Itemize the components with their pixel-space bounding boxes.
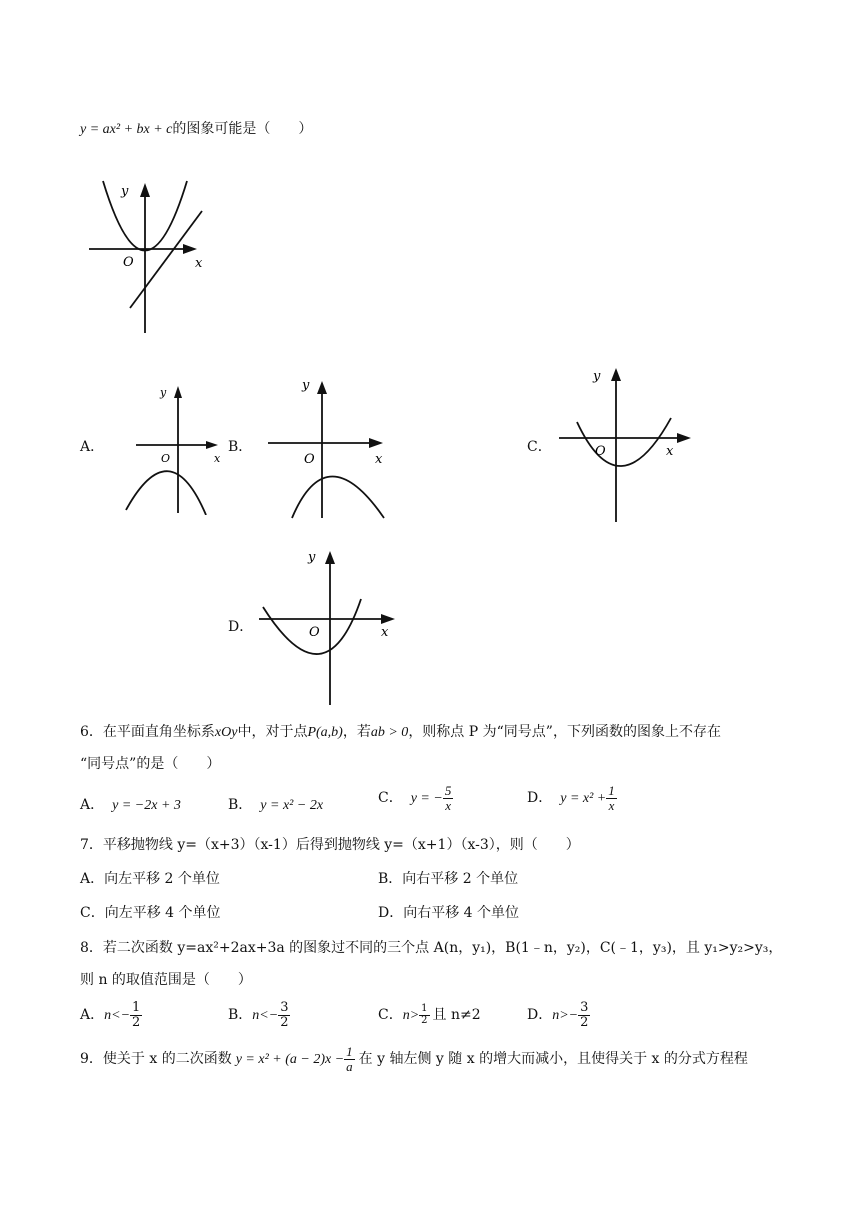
- q8-a-den: 2: [132, 1014, 141, 1030]
- q6-d-lhs: y = x² +: [560, 791, 607, 807]
- q7-option-b: B．向右平移 2 个单位: [378, 871, 519, 887]
- q5-option-a-label: A．: [80, 439, 105, 455]
- q8-a-fraction: [130, 1001, 142, 1029]
- q9-num: 1: [346, 1044, 353, 1059]
- q8-d-label: D．: [527, 1007, 553, 1024]
- q9-den: a: [346, 1058, 353, 1074]
- q8-b-den: 2: [280, 1014, 289, 1030]
- q5-tail-text: 的图象可能是（ ）: [172, 121, 313, 137]
- q6-d-label: D．: [527, 790, 553, 807]
- q8-option-a: [80, 1001, 142, 1029]
- q6-a-formula: y = −2x + 3: [112, 798, 181, 813]
- given-x-label: x: [195, 256, 203, 271]
- q8-b-fraction: [278, 1001, 290, 1029]
- a-x-label: x: [214, 452, 221, 465]
- c-o-label: O: [595, 444, 606, 459]
- q5-option-b-graph: [262, 375, 392, 520]
- q8-option-d: [527, 1001, 590, 1029]
- q8-c-fraction: [419, 1004, 429, 1026]
- q8-d-den: 2: [580, 1014, 589, 1030]
- q5-option-b-label: B．: [228, 439, 253, 455]
- q6-d-fraction: [606, 784, 617, 812]
- q6-text-b: 中，对于点: [237, 724, 308, 740]
- q5-formula: y = ax² + bx + c: [80, 122, 173, 137]
- q5-option-d-label: D．: [228, 619, 254, 635]
- q6-c-lhs: y = −: [410, 791, 443, 807]
- q9-formula: y = x² + (a − 2)x −: [235, 1052, 345, 1068]
- q8-d-fraction: [578, 1001, 590, 1029]
- q6-text-a: 6．在平面直角坐标系: [80, 724, 215, 740]
- q6-b-formula: y = x² − 2x: [260, 798, 324, 813]
- q6-b-label: B．: [228, 797, 253, 813]
- c-x-label: x: [666, 444, 674, 459]
- q5-option-a-graph: [120, 380, 230, 515]
- q5-option-c-label: C．: [527, 439, 552, 455]
- q6-option-a: [80, 794, 181, 814]
- b-x-label: x: [375, 452, 383, 467]
- q8-b-lhs: n<−: [252, 1008, 279, 1024]
- q6-stem-line1: [80, 721, 721, 741]
- d-x-label: x: [381, 625, 389, 640]
- q6-option-b: [228, 794, 323, 814]
- q8-a-num: 1: [132, 1000, 141, 1015]
- q7-option-d: D．向右平移 4 个单位: [378, 905, 520, 921]
- q6-c-num: 5: [444, 783, 452, 798]
- q5-stem: [80, 118, 312, 138]
- q8-stem: 8．若二次函数 y=ax²+2ax+3a 的图象过不同的三个点 A(n，y₁)，B(1﹣n，y₂)，C(﹣1，y₃)，且 y₁>y₂>y₃，: [80, 940, 783, 956]
- q6-c-den: x: [445, 797, 451, 813]
- q8-a-label: A．: [80, 1007, 105, 1024]
- q8-stem2: 则 n 的取值范围是（ ）: [80, 972, 252, 988]
- q7-option-a: A．向左平移 2 个单位: [80, 871, 220, 887]
- a-o-label: O: [161, 452, 171, 465]
- q5-option-d-graph: [255, 545, 400, 707]
- c-y-label: y: [593, 369, 601, 384]
- q6-xoy: xOy: [214, 725, 238, 740]
- q8-c-lhs: n>: [402, 1008, 420, 1023]
- q8-a-lhs: n<−: [104, 1008, 131, 1024]
- d-o-label: O: [309, 625, 320, 640]
- q6-d-num: 1: [608, 783, 615, 798]
- a-y-label: y: [160, 386, 167, 399]
- q6-option-c: [378, 784, 453, 812]
- q8-d-num: 3: [580, 1000, 589, 1015]
- given-y-label: y: [121, 184, 129, 199]
- q6-cond: ab > 0: [370, 725, 409, 740]
- given-o-label: O: [123, 255, 134, 270]
- q6-text-c: ，若: [342, 724, 371, 740]
- q6-c-label: C．: [378, 790, 403, 807]
- q9-post: 在 y 轴左侧 y 随 x 的增大而减小，且使得关于 x 的分式方程程: [358, 1051, 748, 1068]
- q7-stem: 7．平移抛物线 y=（x+3）（x-1）后得到抛物线 y=（x+1）（x-3），则（ ）: [80, 837, 580, 853]
- q6-a-label: A．: [80, 797, 105, 813]
- q6-text-d: ，则称点 P 为“同号点”，下列函数的图象上不存在: [408, 724, 721, 740]
- d-y-label: y: [308, 550, 316, 565]
- q8-b-num: 3: [280, 1000, 289, 1015]
- b-o-label: O: [304, 452, 315, 467]
- q6-d-den: x: [608, 797, 615, 813]
- q8-c-num: 1: [421, 1003, 428, 1014]
- q8-c-den: 2: [421, 1014, 428, 1026]
- q8-c-label: C．: [378, 1007, 403, 1023]
- q9-pre: 9．使关于 x 的二次函数: [80, 1051, 232, 1068]
- q5-given-graph: [85, 175, 215, 335]
- q6-option-d: [527, 784, 617, 812]
- q8-d-lhs: n>−: [552, 1008, 579, 1024]
- q8-option-c: [378, 1004, 481, 1026]
- q9-stem: [80, 1045, 748, 1073]
- q6-stem-line2: “同号点”的是（ ）: [80, 756, 221, 772]
- q6-c-fraction: [443, 784, 454, 812]
- q6-point: P(a,b): [307, 725, 343, 740]
- q5-option-c-graph: [555, 362, 695, 524]
- q8-b-label: B．: [228, 1007, 253, 1024]
- q7-option-c: C．向左平移 4 个单位: [80, 905, 221, 921]
- q9-fraction: [344, 1045, 355, 1073]
- b-y-label: y: [302, 378, 310, 393]
- q8-option-b: [228, 1001, 290, 1029]
- q8-c-rhs: 且 n≠2: [432, 1007, 481, 1023]
